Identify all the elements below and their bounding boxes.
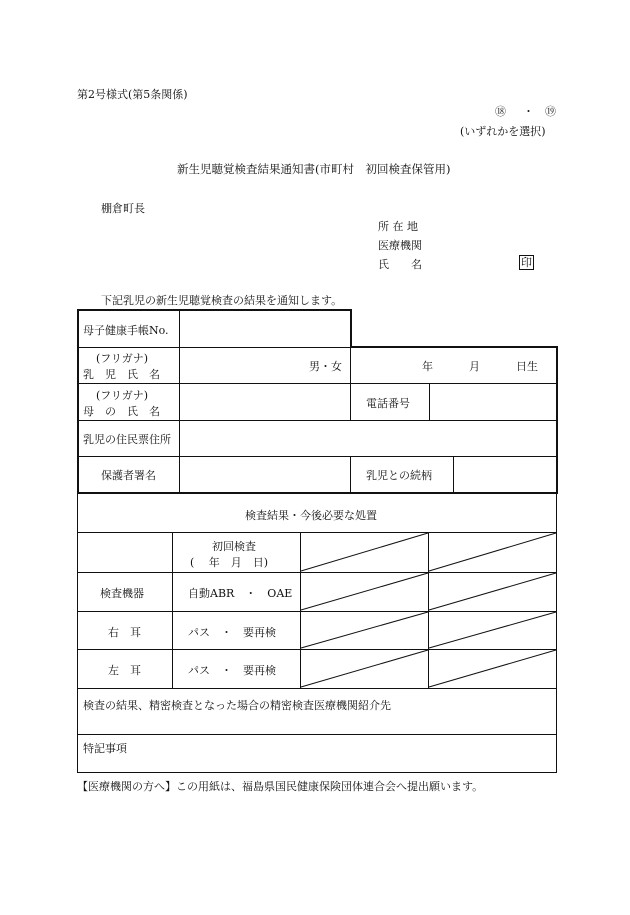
sender-name-label: 氏 名 bbox=[378, 258, 422, 271]
relationship-label: 乳児との続柄 bbox=[366, 469, 432, 482]
first-exam-label: 初回検査 bbox=[212, 540, 256, 553]
infant-name-label: 乳 児 氏 名 bbox=[83, 368, 160, 381]
sender-address-label: 所 在 地 bbox=[378, 220, 418, 233]
equipment-label: 検査機器 bbox=[100, 587, 144, 600]
seal-stamp: 印 bbox=[521, 256, 532, 269]
right-ear-label: 右 耳 bbox=[108, 626, 141, 639]
document-title: 新生児聴覚検査結果通知書(市町村 初回検査保管用) bbox=[177, 162, 451, 176]
sender-institution-label: 医療機関 bbox=[378, 239, 422, 252]
referral-field[interactable] bbox=[79, 713, 555, 733]
choice-note: (いずれかを選択) bbox=[460, 125, 546, 138]
sex-choice[interactable]: 男・女 bbox=[309, 360, 342, 373]
result-heading: 検査結果・今後必要な処置 bbox=[245, 509, 377, 522]
form-number: 第2号様式(第5条関係) bbox=[77, 88, 188, 101]
choice-18[interactable]: ⑱ bbox=[495, 105, 506, 118]
choice-19[interactable]: ⑲ bbox=[545, 105, 556, 118]
left-ear-choice[interactable]: パス ・ 要再検 bbox=[188, 664, 276, 677]
mother-furigana: (フリガナ) bbox=[96, 389, 149, 402]
notes-label: 特記事項 bbox=[83, 742, 127, 755]
choice-separator: ・ bbox=[523, 105, 534, 118]
mch-handbook-label: 母子健康手帳No. bbox=[83, 324, 169, 337]
address-label: 乳児の住民票住所 bbox=[83, 433, 171, 446]
intro-text: 下記乳児の新生児聴覚検査の結果を通知します。 bbox=[101, 294, 343, 307]
dob-day: 日生 bbox=[516, 360, 538, 373]
dob-year: 年 bbox=[422, 360, 433, 373]
addressee: 棚倉町長 bbox=[101, 202, 145, 215]
referral-label: 検査の結果、精密検査となった場合の精密検査医療機関紹介先 bbox=[83, 699, 391, 712]
right-ear-choice[interactable]: パス ・ 要再検 bbox=[188, 626, 276, 639]
first-exam-date[interactable]: ( 年 月 日) bbox=[190, 556, 269, 569]
notes-field[interactable] bbox=[79, 755, 555, 771]
dob-month: 月 bbox=[469, 360, 480, 373]
phone-label: 電話番号 bbox=[366, 397, 410, 410]
guardian-label: 保護者署名 bbox=[101, 469, 156, 482]
footer-note: 【医療機関の方へ】この用紙は、福島県国民健康保険団体連合会へ提出願います。 bbox=[77, 780, 484, 793]
infant-furigana: (フリガナ) bbox=[96, 352, 149, 365]
left-ear-label: 左 耳 bbox=[108, 664, 141, 677]
mother-name-label: 母 の 氏 名 bbox=[83, 405, 160, 418]
equipment-choice[interactable]: 自動ABR ・ OAE bbox=[188, 587, 293, 600]
